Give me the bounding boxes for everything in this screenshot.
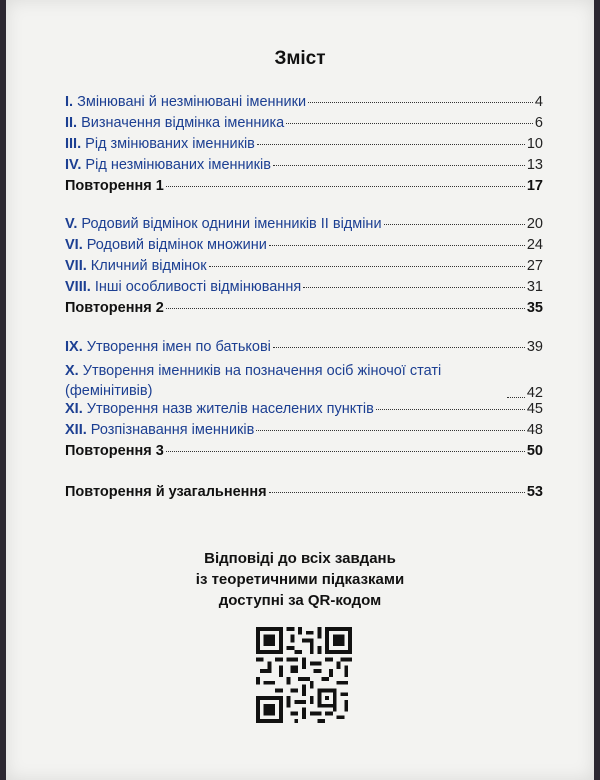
toc-item-number: III.	[65, 136, 82, 152]
toc-review[interactable]	[65, 443, 543, 464]
toc-review-page: 35	[526, 300, 543, 316]
toc-final-title: Повторення й узагальнення	[65, 484, 267, 500]
toc-item-title: Утворення іменників на позначення осіб жіночої статі (фемінітивів)	[65, 363, 442, 399]
toc-item-title: Розпізнавання іменників	[86, 422, 255, 438]
toc-review-title: Повторення 2	[65, 300, 164, 316]
toc-item-page: 48	[526, 422, 543, 438]
page	[6, 0, 594, 780]
toc-item-title: Рід незмінюваних іменників	[81, 157, 271, 173]
toc-item-number: V.	[65, 216, 78, 232]
answers-note-line: із теоретичними підказками	[195, 571, 405, 588]
toc-item[interactable]	[65, 216, 543, 237]
toc-review-page: 17	[526, 178, 543, 194]
toc-item-title: Визначення відмінка іменника	[77, 115, 285, 131]
toc-item-title: Кличний відмінок	[86, 258, 207, 274]
toc-item-title: Рід змінюваних іменників	[81, 136, 255, 152]
toc-item-page: 42	[526, 385, 543, 401]
toc-item-number: VI.	[65, 237, 83, 253]
leader-dots	[256, 430, 525, 431]
toc-item[interactable]	[65, 279, 543, 300]
toc-item-page: 10	[526, 136, 543, 152]
leader-dots	[257, 144, 525, 145]
toc-item-number: XI.	[65, 401, 83, 417]
answers-note-line: доступні за QR-кодом	[218, 592, 382, 609]
toc-item-number: VII.	[65, 258, 87, 274]
toc-review-page: 50	[526, 443, 543, 459]
answers-note	[6, 548, 594, 611]
toc-item[interactable]	[65, 115, 543, 136]
answers-note-line: Відповіді до всіх завдань	[204, 550, 396, 567]
toc-item[interactable]	[65, 157, 543, 178]
toc-review-title: Повторення 1	[65, 178, 164, 194]
toc-item-number: XII.	[65, 422, 87, 438]
toc-final-page: 53	[526, 484, 543, 500]
leader-dots	[507, 397, 525, 398]
leader-dots	[303, 287, 525, 288]
toc-item[interactable]	[65, 136, 543, 157]
leader-dots	[269, 245, 525, 246]
toc-final-review[interactable]	[65, 484, 543, 505]
toc-item[interactable]	[65, 422, 543, 443]
toc-item-number: VIII.	[65, 279, 91, 295]
toc-item[interactable]	[65, 360, 543, 401]
toc-item-page: 24	[526, 237, 543, 253]
toc-item[interactable]	[65, 237, 543, 258]
leader-dots	[308, 102, 533, 103]
toc-review-title: Повторення 3	[65, 443, 164, 459]
qr-code-icon[interactable]	[256, 627, 352, 723]
toc-item[interactable]	[65, 94, 543, 115]
leader-dots	[286, 123, 533, 124]
toc-item-page: 13	[526, 157, 543, 173]
toc-final	[65, 484, 543, 505]
toc-item-title: Родовий відмінок множини	[82, 237, 267, 253]
toc-item-number: IV.	[65, 157, 82, 173]
toc-item-number: IX.	[65, 339, 83, 355]
toc-review[interactable]	[65, 178, 543, 199]
leader-dots	[384, 224, 525, 225]
toc-item-title: Утворення назв жителів населених пунктів	[82, 401, 374, 417]
toc-item-title: Змінювані й незмінювані іменники	[73, 94, 307, 110]
leader-dots	[273, 347, 525, 348]
toc-item-title: Родовий відмінок однини іменників ІІ відміни	[77, 216, 382, 232]
toc-item-title: Утворення імен по батькові	[82, 339, 271, 355]
toc-item-number: I.	[65, 94, 74, 110]
leader-dots	[273, 165, 525, 166]
toc-item[interactable]	[65, 401, 543, 422]
leader-dots	[209, 266, 525, 267]
leader-dots	[269, 492, 525, 493]
toc-item-page: 39	[526, 339, 543, 355]
leader-dots	[166, 186, 525, 187]
toc-item-number: X.	[65, 363, 79, 379]
toc-item-title: Інші особливості відмінювання	[90, 279, 302, 295]
page-title: Зміст	[274, 48, 326, 69]
toc-item-page: 45	[526, 401, 543, 417]
toc-item[interactable]	[65, 258, 543, 279]
leader-dots	[376, 409, 525, 410]
toc-item-page: 6	[534, 115, 543, 131]
toc-item-page: 31	[526, 279, 543, 295]
toc-item-page: 20	[526, 216, 543, 232]
toc-section-2	[65, 216, 543, 321]
toc-item-page: 4	[534, 94, 543, 110]
toc-item[interactable]	[65, 339, 543, 360]
toc-review[interactable]	[65, 300, 543, 321]
toc-section-3	[65, 339, 543, 464]
leader-dots	[166, 308, 525, 309]
leader-dots	[166, 451, 525, 452]
toc-item-page: 27	[526, 258, 543, 274]
toc-item-number: II.	[65, 115, 78, 131]
toc-section-1	[65, 94, 543, 199]
